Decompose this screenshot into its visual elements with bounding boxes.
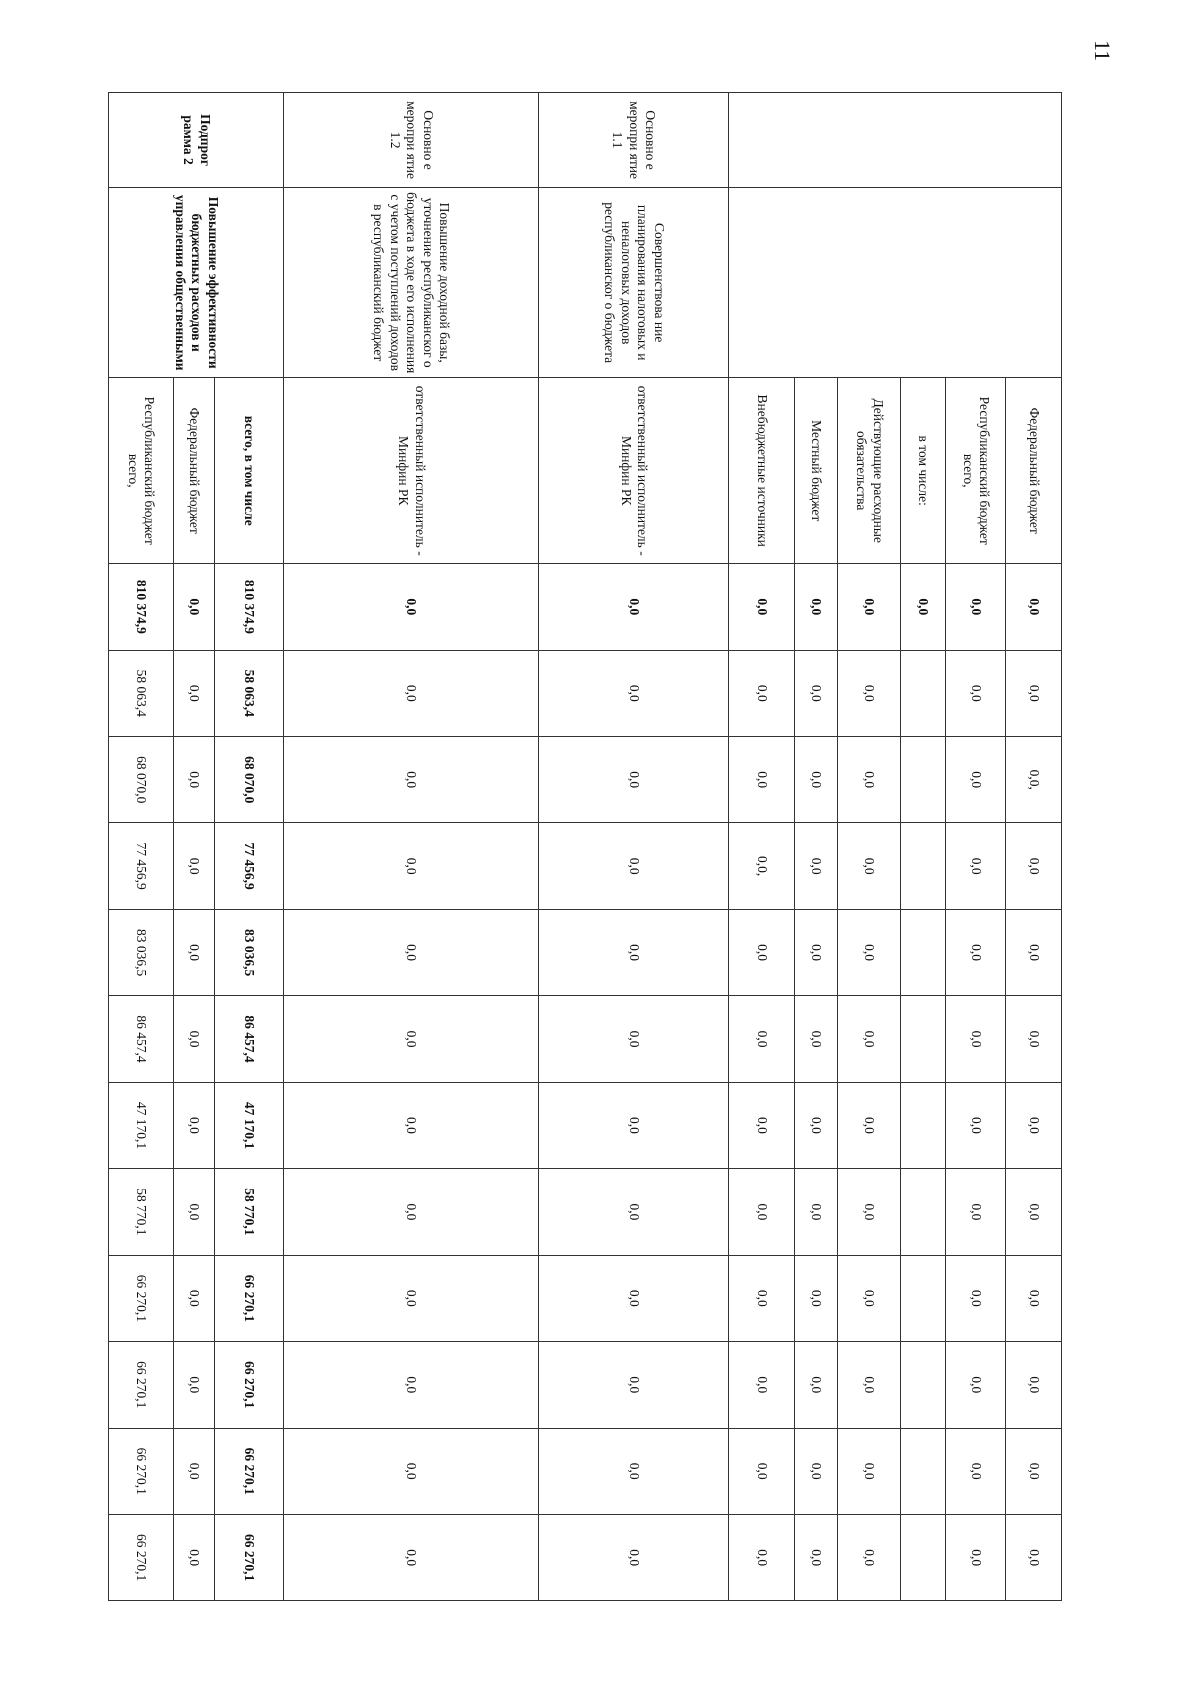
value-cell: 0,0 bbox=[795, 1255, 838, 1341]
value-cell: 0,0 bbox=[946, 1255, 1005, 1341]
value-cell: 0,0 bbox=[729, 564, 795, 650]
value-cell: 0,0 bbox=[838, 737, 901, 823]
value-cell: 47 170,1 bbox=[214, 1082, 283, 1168]
value-cell: 83 036,5 bbox=[214, 909, 283, 995]
value-cell: 0,0 bbox=[729, 1255, 795, 1341]
value-cell: 0,0 bbox=[539, 1514, 729, 1600]
row-label: Местный бюджет bbox=[795, 378, 838, 564]
value-cell: 0,0 bbox=[946, 1514, 1005, 1600]
value-cell: 66 270,1 bbox=[109, 1342, 174, 1428]
value-cell: 0,0 bbox=[1005, 1428, 1061, 1514]
rotated-table-wrapper bbox=[108, 92, 1062, 1688]
row-label: Действующие расходные обязательства bbox=[838, 378, 901, 564]
measure-code: Основно е меропри ятие 1.2 bbox=[284, 93, 539, 188]
value-cell: 0,0 bbox=[1005, 1514, 1061, 1600]
value-cell: 86 457,4 bbox=[109, 996, 174, 1082]
value-cell: 0,0 bbox=[1005, 564, 1061, 650]
value-cell: 77 456,9 bbox=[214, 823, 283, 909]
value-cell: 0,0 bbox=[729, 737, 795, 823]
value-cell: 0,0 bbox=[729, 650, 795, 736]
value-cell: 66 270,1 bbox=[109, 1514, 174, 1600]
value-cell: 66 270,1 bbox=[214, 1255, 283, 1341]
value-cell: 0,0 bbox=[173, 823, 214, 909]
value-cell: 0,0 bbox=[795, 1342, 838, 1428]
value-cell: 0,0 bbox=[795, 1169, 838, 1255]
table-row bbox=[284, 93, 539, 1688]
value-cell: 58 770,1 bbox=[109, 1169, 174, 1255]
value-cell: 0,0 bbox=[795, 1082, 838, 1168]
value-cell: 0,0 bbox=[729, 909, 795, 995]
value-cell: 0,0 bbox=[838, 823, 901, 909]
value-cell: 0,0 bbox=[539, 564, 729, 650]
value-cell: 0,0 bbox=[1005, 1342, 1061, 1428]
value-cell: 0,0 bbox=[539, 1428, 729, 1514]
value-cell: 0,0 bbox=[539, 1255, 729, 1341]
value-cell bbox=[901, 1514, 946, 1600]
row-label: Федеральный бюджет bbox=[1005, 378, 1061, 564]
row-label: ответственный исполнитель - Минфин РК bbox=[539, 378, 729, 564]
measure-code: Основно е меропри ятие 1.1 bbox=[539, 93, 729, 188]
value-cell: 0,0 bbox=[284, 1169, 539, 1255]
value-cell: 0,0 bbox=[173, 996, 214, 1082]
value-cell: 0,0 bbox=[946, 564, 1005, 650]
table-row bbox=[1005, 93, 1061, 1688]
value-cell: 0,0 bbox=[729, 1082, 795, 1168]
value-cell: 66 270,1 bbox=[109, 1428, 174, 1514]
value-cell: 0,0 bbox=[1005, 650, 1061, 736]
value-cell: 0,0 bbox=[795, 996, 838, 1082]
page-number: 11 bbox=[1090, 40, 1115, 62]
value-cell: 0,0 bbox=[795, 737, 838, 823]
value-cell: 0,0 bbox=[946, 1169, 1005, 1255]
value-cell bbox=[901, 1255, 946, 1341]
value-cell bbox=[901, 1428, 946, 1514]
value-cell: 66 270,1 bbox=[214, 1514, 283, 1600]
value-cell: 0,0 bbox=[729, 996, 795, 1082]
value-cell bbox=[901, 909, 946, 995]
value-cell: 0,0 bbox=[838, 996, 901, 1082]
value-cell: 0,0 bbox=[946, 1342, 1005, 1428]
value-cell: 0,0 bbox=[284, 1428, 539, 1514]
value-cell: 0,0 bbox=[946, 996, 1005, 1082]
value-cell: 0,0 bbox=[284, 1255, 539, 1341]
value-cell: 0,0 bbox=[1005, 1082, 1061, 1168]
value-cell: 0,0, bbox=[1005, 737, 1061, 823]
value-cell: 0,0 bbox=[729, 1342, 795, 1428]
value-cell: 0,0 bbox=[539, 823, 729, 909]
subprogram-code: Подпрог рамма 2 bbox=[109, 93, 284, 188]
value-cell: 68 070,0 bbox=[109, 737, 174, 823]
value-cell: 0,0 bbox=[173, 564, 214, 650]
value-cell: 0,0 bbox=[1005, 909, 1061, 995]
value-cell: 0,0 bbox=[173, 909, 214, 995]
value-cell: 0,0 bbox=[729, 1169, 795, 1255]
value-cell: 0,0 bbox=[838, 909, 901, 995]
row-label: ответственный исполнитель - Минфин РК bbox=[284, 378, 539, 564]
value-cell: 0,0 bbox=[795, 1514, 838, 1600]
value-cell: 0,0 bbox=[539, 1342, 729, 1428]
value-cell: 0,0 bbox=[284, 564, 539, 650]
value-cell: 0,0 bbox=[173, 1514, 214, 1600]
value-cell: 66 270,1 bbox=[214, 1342, 283, 1428]
row-label: всего, в том числе bbox=[214, 378, 283, 564]
value-cell bbox=[901, 823, 946, 909]
value-cell: 0,0 bbox=[795, 1428, 838, 1514]
value-cell: 58 063,4 bbox=[109, 650, 174, 736]
value-cell: 0,0 bbox=[173, 1428, 214, 1514]
value-cell: 68 070,0 bbox=[214, 737, 283, 823]
value-cell: 0,0 bbox=[1005, 823, 1061, 909]
value-cell: 0,0 bbox=[795, 823, 838, 909]
value-cell: 0,0 bbox=[838, 650, 901, 736]
value-cell: 0,0 bbox=[795, 564, 838, 650]
row-label: в том числе: bbox=[901, 378, 946, 564]
value-cell: 0,0 bbox=[539, 650, 729, 736]
value-cell: 0,0 bbox=[946, 1428, 1005, 1514]
value-cell: 0,0 bbox=[284, 1514, 539, 1600]
row-label: Федеральный бюджет bbox=[173, 378, 214, 564]
value-cell: 0,0 bbox=[1005, 1255, 1061, 1341]
empty-cell bbox=[729, 188, 1062, 378]
row-label: Внебюджетные источники bbox=[729, 378, 795, 564]
subprogram-description: Повышение эффективности бюджетных расходов и управления общественными bbox=[109, 188, 284, 378]
value-cell: 0,0 bbox=[946, 909, 1005, 995]
value-cell: 0,0 bbox=[1005, 996, 1061, 1082]
value-cell bbox=[901, 1169, 946, 1255]
value-cell bbox=[901, 1082, 946, 1168]
value-cell: 0,0 bbox=[838, 1514, 901, 1600]
value-cell: 0,0 bbox=[901, 564, 946, 650]
value-cell: 0,0 bbox=[838, 1255, 901, 1341]
row-label: Республиканский бюджет всего, bbox=[109, 378, 174, 564]
value-cell: 0,0 bbox=[284, 823, 539, 909]
value-cell: 0,0 bbox=[838, 1169, 901, 1255]
value-cell: 0,0 bbox=[284, 650, 539, 736]
value-cell: 66 270,1 bbox=[109, 1255, 174, 1341]
table-row bbox=[214, 93, 283, 1688]
value-cell: 77 456,9 bbox=[109, 823, 174, 909]
value-cell: 0,0 bbox=[946, 737, 1005, 823]
row-label: Республиканский бюджет всего, bbox=[946, 378, 1005, 564]
value-cell: 0,0 bbox=[838, 1082, 901, 1168]
value-cell: 0,0 bbox=[173, 1169, 214, 1255]
value-cell: 86 457,4 bbox=[214, 996, 283, 1082]
value-cell: 0,0 bbox=[729, 1514, 795, 1600]
measure-description: Совершенствова ние планирования налоговых и неналоговых доходов республиканског о бюджета bbox=[539, 188, 729, 378]
value-cell: 0,0 bbox=[838, 1342, 901, 1428]
value-cell bbox=[901, 1342, 946, 1428]
measure-description: Повышение доходной базы, уточнение республиканског о бюджета в ходе его исполнения с учетом поступлений доходов в республиканский бюджет bbox=[284, 188, 539, 378]
value-cell: 0,0 bbox=[539, 909, 729, 995]
value-cell: 810 374,9 bbox=[214, 564, 283, 650]
value-cell: 0,0 bbox=[946, 1082, 1005, 1168]
value-cell: 0,0 bbox=[838, 1428, 901, 1514]
value-cell: 0,0 bbox=[284, 737, 539, 823]
value-cell: 83 036,5 bbox=[109, 909, 174, 995]
value-cell: 0,0 bbox=[284, 1082, 539, 1168]
value-cell: 0,0 bbox=[284, 1342, 539, 1428]
value-cell: 0,0 bbox=[946, 823, 1005, 909]
value-cell bbox=[901, 650, 946, 736]
value-cell: 0,0 bbox=[729, 1428, 795, 1514]
table-row bbox=[539, 93, 729, 1688]
value-cell: 0,0 bbox=[539, 737, 729, 823]
value-cell: 0,0 bbox=[284, 909, 539, 995]
value-cell: 0,0 bbox=[539, 996, 729, 1082]
value-cell: 0,0 bbox=[539, 1169, 729, 1255]
budget-table bbox=[108, 92, 1062, 1688]
value-cell: 0,0, bbox=[729, 823, 795, 909]
value-cell: 0,0 bbox=[173, 1255, 214, 1341]
value-cell: 810 374,9 bbox=[109, 564, 174, 650]
value-cell: 0,0 bbox=[1005, 1169, 1061, 1255]
empty-cell bbox=[729, 93, 1062, 188]
value-cell: 0,0 bbox=[946, 650, 1005, 736]
value-cell: 47 170,1 bbox=[109, 1082, 174, 1168]
value-cell: 0,0 bbox=[173, 650, 214, 736]
value-cell bbox=[901, 737, 946, 823]
value-cell: 0,0 bbox=[173, 1342, 214, 1428]
value-cell bbox=[901, 996, 946, 1082]
value-cell: 0,0 bbox=[795, 909, 838, 995]
value-cell: 0,0 bbox=[539, 1082, 729, 1168]
value-cell: 0,0 bbox=[173, 1082, 214, 1168]
value-cell: 66 270,1 bbox=[214, 1428, 283, 1514]
value-cell: 58 770,1 bbox=[214, 1169, 283, 1255]
value-cell: 58 063,4 bbox=[214, 650, 283, 736]
value-cell: 0,0 bbox=[284, 996, 539, 1082]
value-cell: 0,0 bbox=[173, 737, 214, 823]
value-cell: 0,0 bbox=[795, 650, 838, 736]
value-cell: 0,0 bbox=[838, 564, 901, 650]
